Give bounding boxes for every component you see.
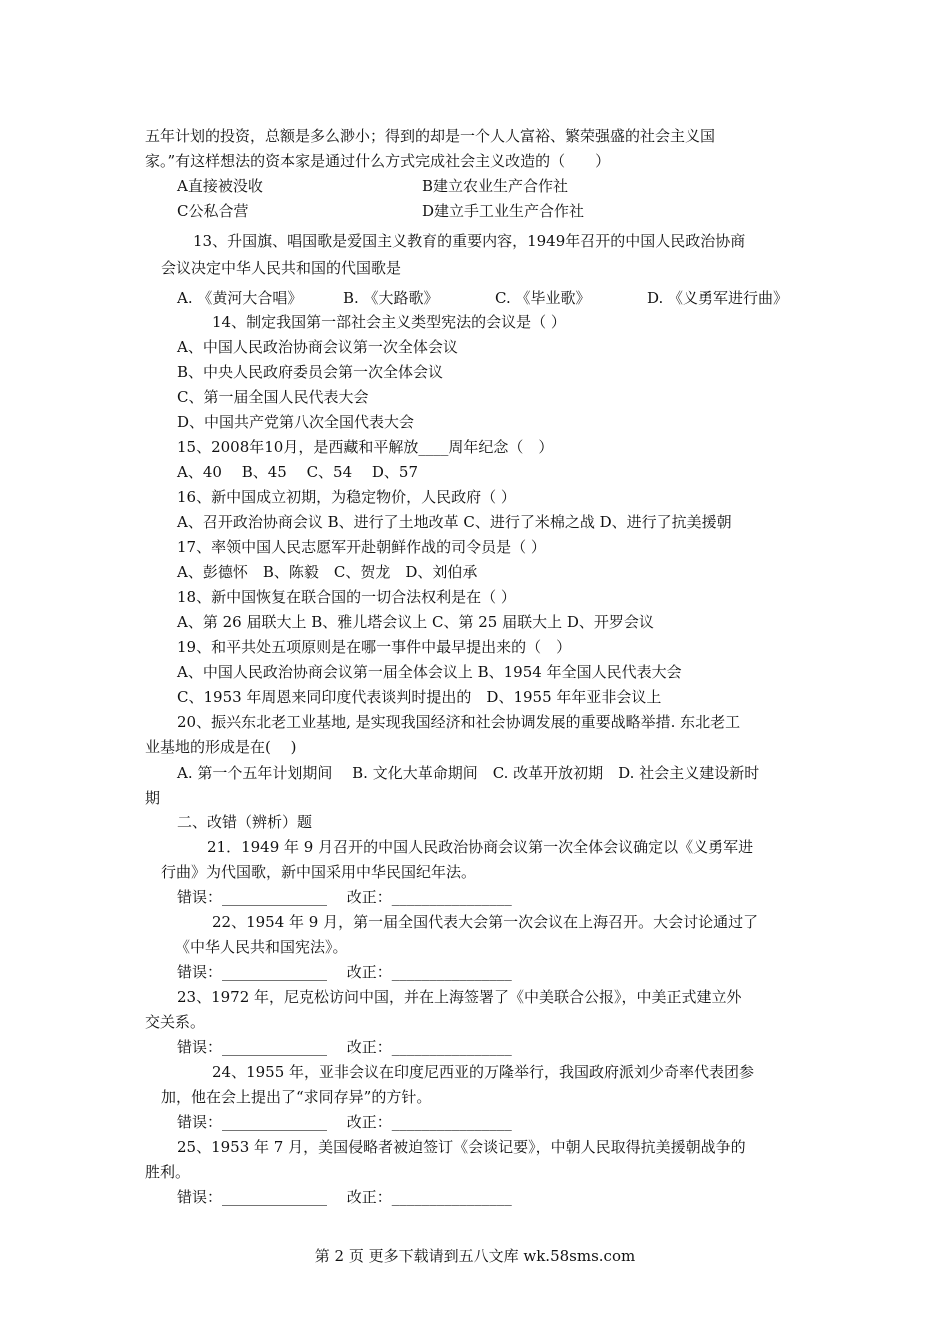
text-line: A. 第一个五年计划期间 B. 文化大革命期间 C. 改革开放初期 D. 社会主义建设新时 (177, 764, 760, 782)
text-line: C、1953 年周恩来同印度代表谈判时提出的 D、1955 年年亚非会议上 (177, 688, 662, 706)
option-b: B. 《大路歌》 (343, 289, 439, 307)
text-line: 业基地的形成是在( ) (145, 738, 297, 756)
question-19: 19、和平共处五项原则是在哪一事件中最早提出来的（ ） (177, 638, 572, 656)
text-line: A、中国人民政治协商会议第一届全体会议上 B、1954 年全国人民代表大会 (177, 663, 682, 681)
question-16: 16、新中国成立初期，为稳定物价，人民政府（ ） (177, 488, 516, 506)
option-a: A. 《黄河大合唱》 (177, 289, 303, 307)
answer-blank: 错误：______________ 改正：________________ (177, 1038, 512, 1056)
text-line: D、中国共产党第八次全国代表大会 (177, 413, 415, 431)
text-line: A、第 26 届联大上 B、雅儿塔会议上 C、第 25 届联大上 D、开罗会议 (177, 613, 654, 631)
question-21: 21．1949 年 9 月召开的中国人民政治协商会议第一次全体会议确定以《义勇军进 (207, 838, 754, 856)
answer-blank: 错误：______________ 改正：________________ (177, 1188, 512, 1206)
question-25: 25、1953 年 7 月，美国侵略者被迫签订《会谈记要》，中朝人民取得抗美援朝战争的 (177, 1138, 746, 1156)
text-line: A、40 B、45 C、54 D、57 (177, 463, 419, 481)
question-13: 13、升国旗、唱国歌是爱国主义教育的重要内容，1949年召开的中国人民政治协商 (193, 232, 746, 250)
text-line: A、召开政治协商会议 B、进行了土地改革 C、进行了米棉之战 D、进行了抗美援朝 (177, 513, 732, 531)
answer-blank: 错误：______________ 改正：________________ (177, 1113, 512, 1131)
text-line: 加，他在会上提出了“求同存异”的方针。 (161, 1088, 432, 1106)
answer-blank: 错误：______________ 改正：________________ (177, 963, 512, 981)
option-b: B建立农业生产合作社 (422, 177, 569, 195)
text-line: 五年计划的投资，总额是多么渺小；得到的却是一个人人富裕、繁荣强盛的社会主义国 (145, 127, 716, 145)
text-line: C、第一届全国人民代表大会 (177, 388, 369, 406)
question-15: 15、2008年10月，是西藏和平解放____周年纪念（ ） (177, 438, 554, 456)
text-line: A、彭德怀 B、陈毅 C、贺龙 D、刘伯承 (177, 563, 478, 581)
page-footer: 第 2 页 更多下载请到五八文库 wk.58sms.com (314, 1247, 636, 1265)
text-line: 胜利。 (145, 1163, 191, 1181)
section-heading: 二、改错（辨析）题 (177, 813, 313, 831)
question-14: 14、制定我国第一部社会主义类型宪法的会议是（ ） (212, 313, 566, 331)
text-line: 《中华人民共和国宪法》。 (175, 938, 348, 956)
question-18: 18、新中国恢复在联合国的一切合法权利是在（ ） (177, 588, 516, 606)
text-line: A、中国人民政治协商会议第一次全体会议 (177, 338, 458, 356)
option-c: C公私合营 (177, 202, 249, 220)
question-24: 24、1955 年，亚非会议在印度尼西亚的万隆举行，我国政府派刘少奇率代表团参 (212, 1063, 755, 1081)
question-17: 17、率领中国人民志愿军开赴朝鲜作战的司令员是（ ） (177, 538, 546, 556)
question-20: 20、振兴东北老工业基地, 是实现我国经济和社会协调发展的重要战略举措. 东北老工 (177, 713, 741, 731)
text-line: B、中央人民政府委员会第一次全体会议 (177, 363, 444, 381)
text-line: 行曲》为代国歌，新中国采用中华民国纪年法。 (161, 863, 477, 881)
question-23: 23、1972 年，尼克松访问中国，并在上海签署了《中美联合公报》，中美正式建立外 (177, 988, 742, 1006)
text-line: 会议决定中华人民共和国的代国歌是 (161, 259, 402, 277)
question-22: 22、1954 年 9 月，第一届全国代表大会第一次会议在上海召开。大会讨论通过了 (212, 913, 759, 931)
option-d: D. 《义勇军进行曲》 (647, 289, 789, 307)
answer-blank: 错误：______________ 改正：________________ (177, 888, 512, 906)
text-line: 交关系。 (145, 1013, 206, 1031)
option-d: D建立手工业生产合作社 (422, 202, 585, 220)
option-c: C. 《毕业歌》 (495, 289, 591, 307)
text-line: 期 (145, 789, 161, 807)
text-line: 家。”有这样想法的资本家是通过什么方式完成社会主义改造的（ ） (145, 152, 611, 170)
option-a: A直接被没收 (177, 177, 263, 195)
